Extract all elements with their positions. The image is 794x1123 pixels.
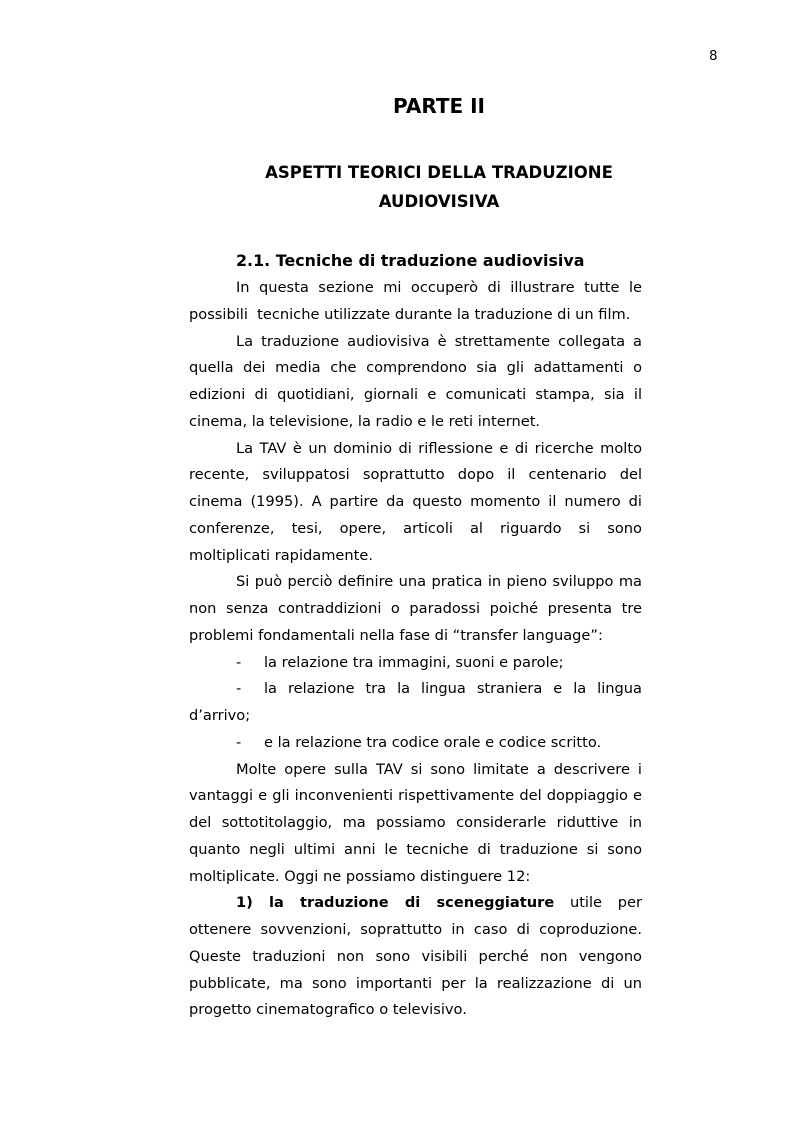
list-item — [189, 650, 642, 677]
paragraph — [189, 329, 642, 436]
text-line: In questa sezione mi occuperò di illustrare tutte le — [236, 279, 642, 296]
text-line: quanto negli ultimi anni le tecniche di traduzione si sono — [189, 840, 642, 858]
text-line: del sottotitolaggio, ma possiamo considerarle riduttive in — [189, 814, 642, 831]
text-line: recente, sviluppatosi soprattutto dopo il centenario del — [189, 466, 642, 484]
text-line: progetto cinematografico o televisivo. — [189, 1001, 467, 1019]
text-line — [189, 676, 642, 703]
section-body — [189, 247, 642, 1024]
text-line — [189, 890, 642, 917]
text-line: Molte opere sulla TAV si sono limitate a descrivere i — [236, 760, 642, 778]
chapter-title-line: AUDIOVISIVA — [378, 192, 500, 211]
list-bullet: - — [236, 653, 242, 671]
part-title: PARTE II — [393, 94, 485, 118]
text-line: Queste traduzioni non sono visibili perché non vengono — [189, 947, 642, 965]
list-item-text: e la relazione tra codice orale e codice scritto. — [264, 733, 602, 751]
text-line — [189, 730, 642, 757]
paragraph — [189, 569, 642, 649]
text-line: pubblicate, ma sono importanti per la realizzazione di un — [189, 974, 642, 992]
numbered-item-text: utile per — [569, 894, 642, 912]
text-line: non senza contraddizioni o paradossi poiché presenta tre — [189, 600, 642, 617]
list-item-text: la relazione tra immagini, suoni e parole; — [264, 653, 564, 671]
text-line: cinema, la televisione, la radio e le reti internet. — [189, 412, 541, 430]
numbered-item — [189, 890, 642, 1024]
text-line: quella dei media che comprendono sia gli adattamenti o — [189, 359, 642, 377]
list-bullet: - — [236, 680, 242, 698]
paragraph — [189, 436, 642, 570]
text-line: problemi fondamentali nella fase di “transfer language”: — [189, 626, 603, 644]
page-number: 8 — [709, 48, 718, 64]
text-line: La TAV è un dominio di riflessione e di ricerche molto — [236, 439, 642, 457]
numbered-item-term: 1) la traduzione di sceneggiature — [236, 894, 555, 912]
text-line: edizioni di quotidiani, giornali e comunicati stampa, sia il — [189, 386, 642, 403]
text-line: moltiplicate. Oggi ne possiamo distinguere 12: — [189, 867, 531, 885]
section-heading: 2.1. Tecniche di traduzione audiovisiva — [236, 251, 585, 270]
text-line: d’arrivo; — [189, 707, 251, 724]
text-line: cinema (1995). A partire da questo momento il numero di — [189, 493, 642, 510]
paragraph — [189, 757, 642, 891]
chapter-title — [236, 158, 642, 216]
text-line: vantaggi e gli inconvenienti rispettivamente del doppiaggio e — [189, 787, 642, 805]
chapter-title-line: ASPETTI TEORICI DELLA TRADUZIONE — [265, 163, 613, 182]
list-bullet: - — [236, 733, 242, 751]
list-item — [189, 676, 642, 730]
text-line: possibili tecniche utilizzate durante la traduzione di un film. — [189, 305, 631, 323]
list-item-text: la relazione tra la lingua straniera e la lingua — [264, 680, 642, 698]
list-item — [189, 730, 642, 757]
text-line: conferenze, tesi, opere, articoli al riguardo si sono — [189, 519, 642, 537]
text-line — [189, 650, 642, 677]
text-line: moltiplicati rapidamente. — [189, 546, 373, 564]
text-line: La traduzione audiovisiva è strettamente collegata a — [236, 332, 642, 350]
text-line: ottenere sovvenzioni, soprattutto in caso di coproduzione. — [189, 921, 642, 938]
paragraph — [189, 275, 642, 329]
text-line: Si può perciò definire una pratica in pieno sviluppo ma — [236, 573, 642, 591]
